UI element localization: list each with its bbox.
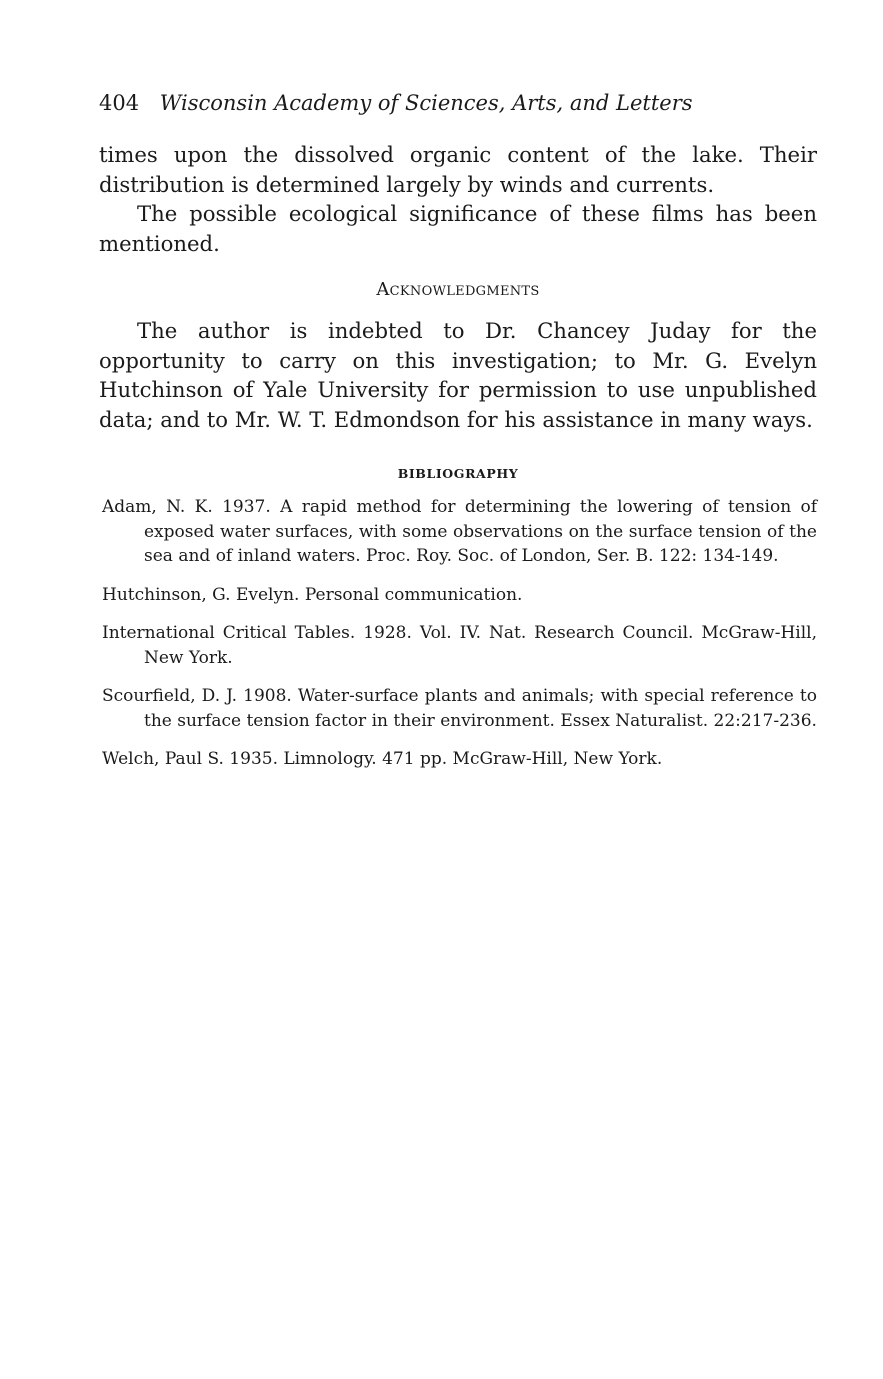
bibliography-heading: BIBLIOGRAPHY	[397, 466, 519, 481]
reference-item: Scourfield, D. J. 1908. Water-surface plants and animals; with special reference to the surface tension factor in their environment. Essex Naturalist. 22:217-236.	[102, 686, 817, 731]
body-paragraph-1: times upon the dissolved organic content of the lake. Their distribution is determined largely by winds and currents.	[99, 142, 817, 197]
journal-title: Wisconsin Academy of Sciences, Arts, and Letters	[159, 91, 693, 115]
page-number: 404	[99, 91, 140, 115]
reference-list	[99, 495, 817, 772]
page	[99, 86, 817, 786]
reference-item: International Critical Tables. 1928. Vol. IV. Nat. Research Council. McGraw-Hill, New York.	[102, 623, 817, 668]
reference-item: Adam, N. K. 1937. A rapid method for determining the lowering of tension of exposed water surfaces, with some observations on the surface tension of the sea and of inland waters. Proc. Roy. Soc. of London, Ser. B. 122: 134-149.	[102, 497, 817, 566]
acknowledgments-heading: Acknowledgments	[376, 279, 540, 300]
running-head	[99, 86, 817, 120]
reference-item: Hutchinson, G. Evelyn. Personal communication.	[102, 584, 523, 605]
body-paragraph-2: The possible ecological significance of these films has been mentioned.	[99, 201, 817, 256]
reference-item: Welch, Paul S. 1935. Limnology. 471 pp. McGraw-Hill, New York.	[102, 749, 663, 769]
acknowledgments-text: The author is indebted to Dr. Chancey Juday for the opportunity to carry on this investigation; to Mr. G. Evelyn Hutchinson of Yale University for permission to use unpublished data; and to Mr. W. T. Edmondson for his assistance in many ways.	[99, 318, 817, 432]
